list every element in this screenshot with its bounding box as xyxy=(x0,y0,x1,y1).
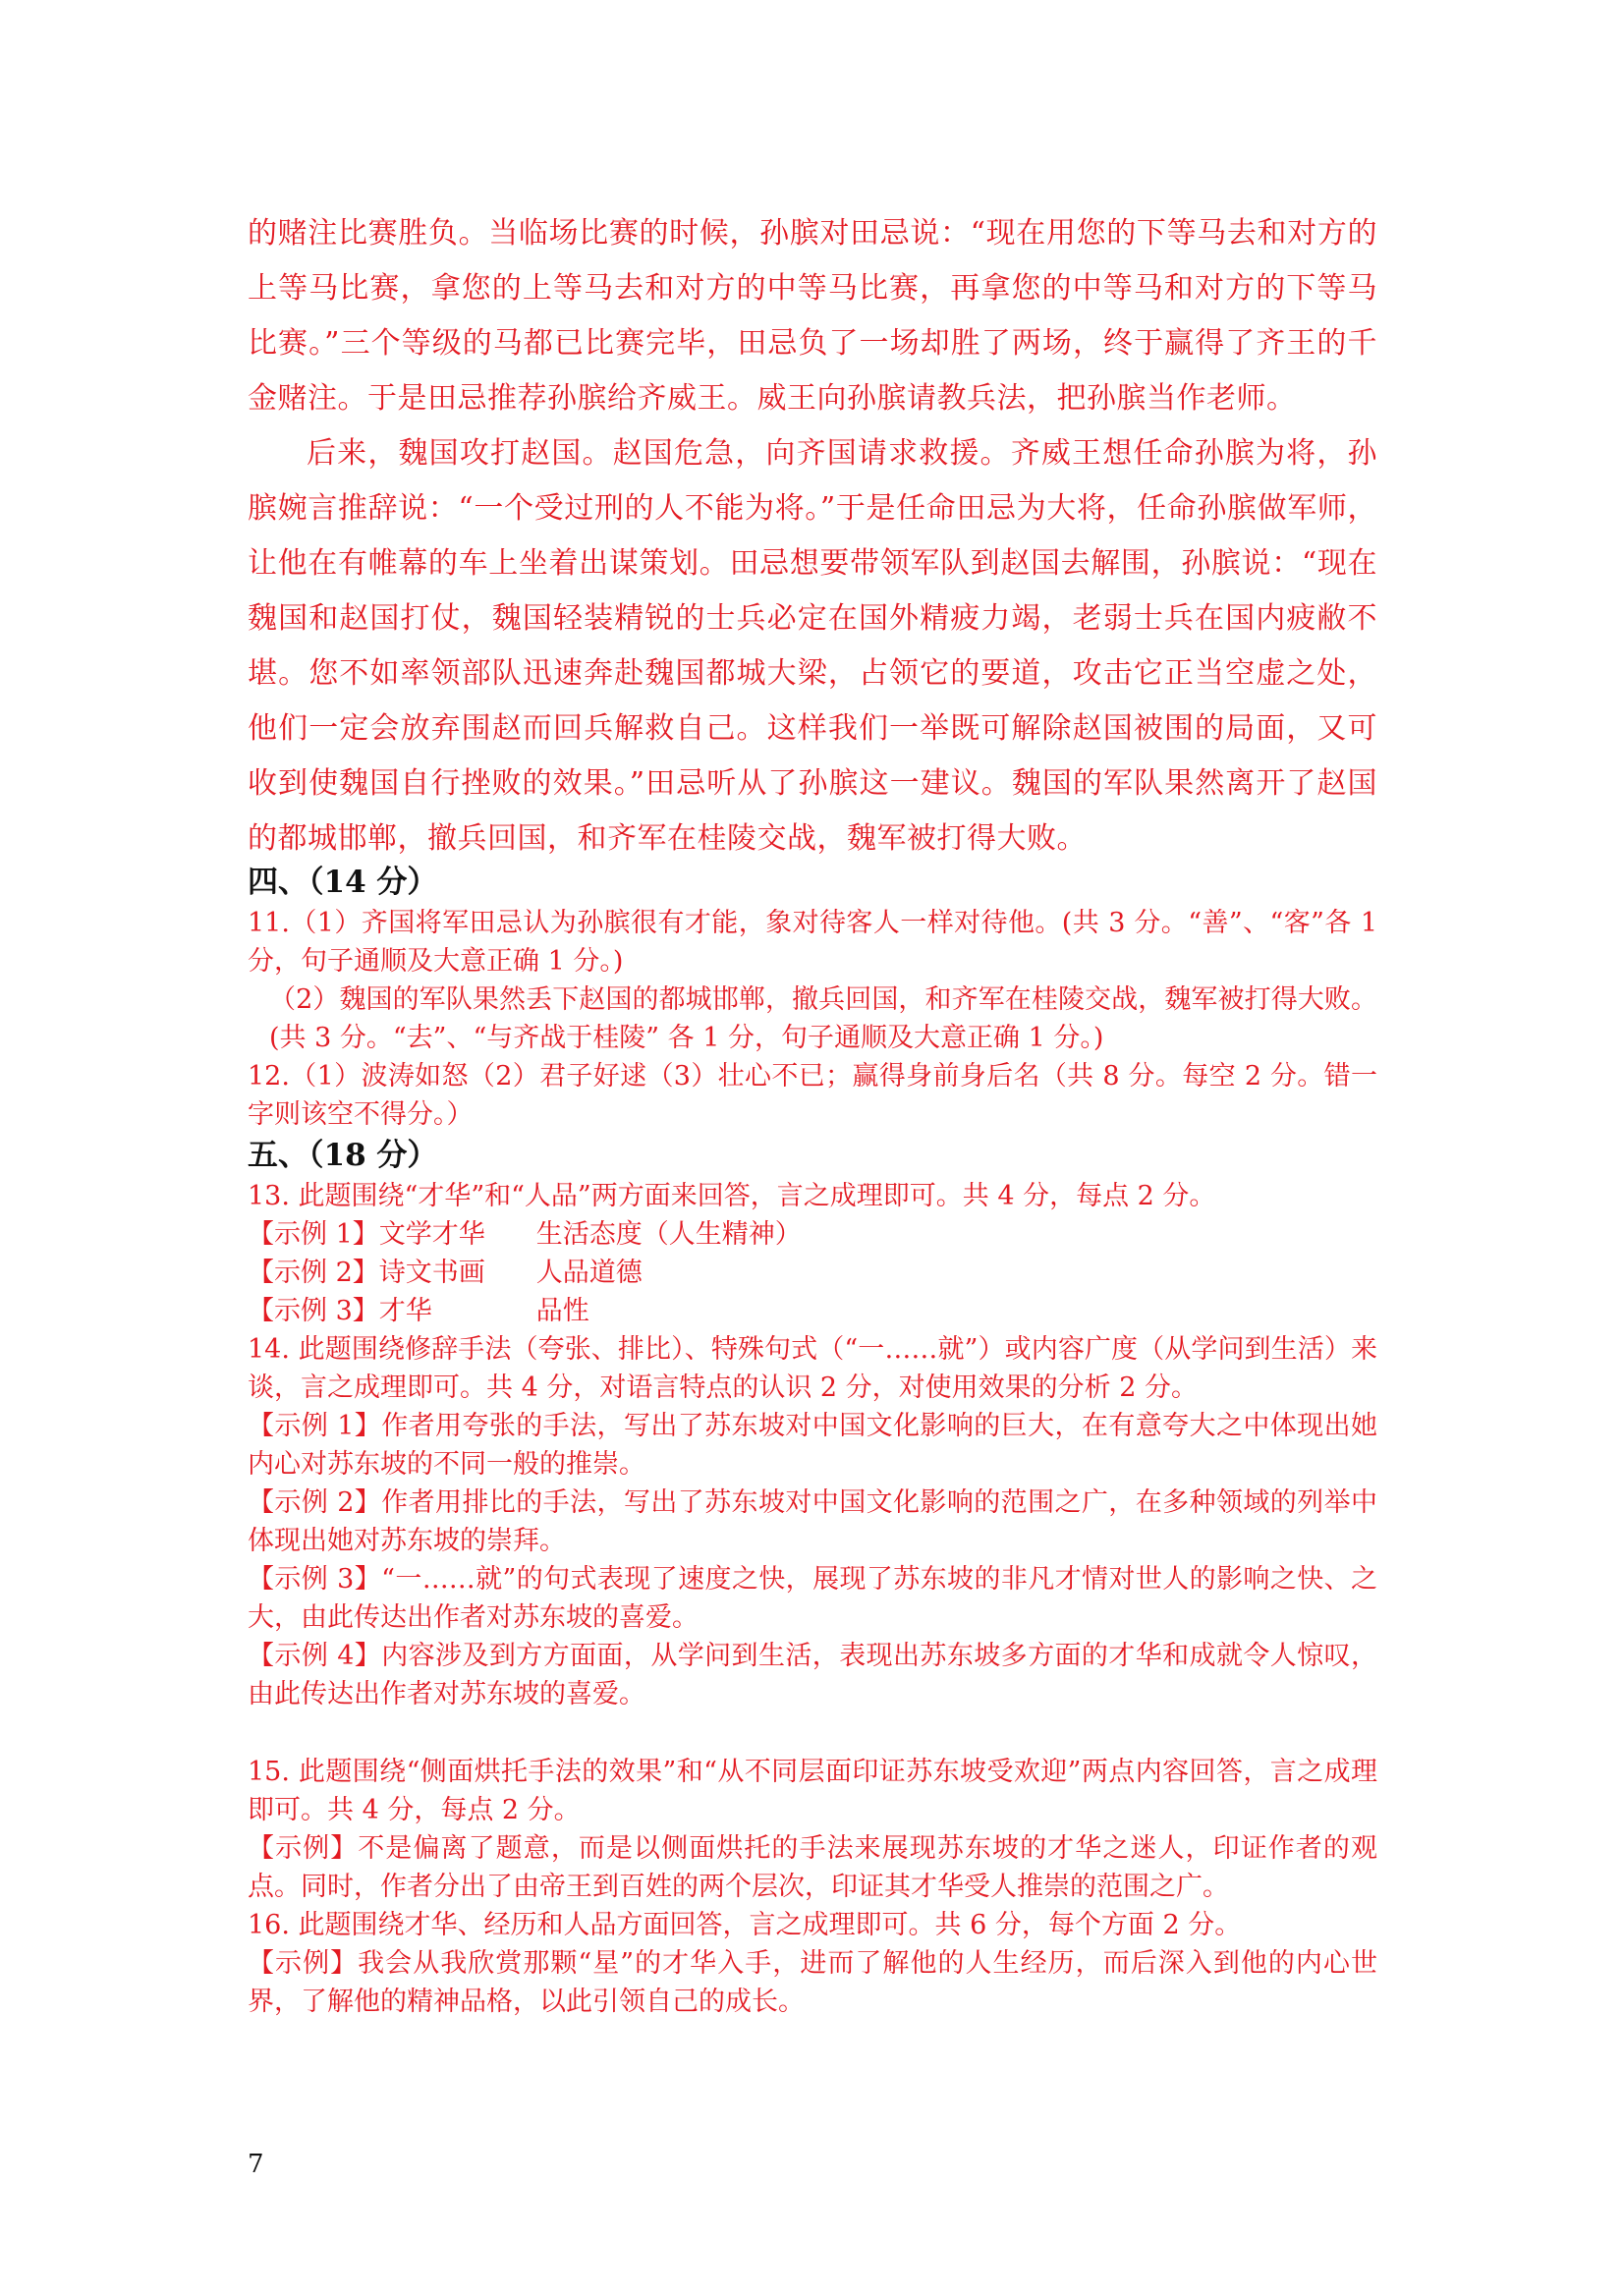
answer-key xyxy=(248,861,1377,2021)
example-point-a: 诗文书画 xyxy=(378,1258,485,1288)
answer-14-example-2: 【示例 2】作者用排比的手法，写出了苏东坡对中国文化影响的范围之广，在多种领域的列举中体现出她对苏东坡的崇拜。 xyxy=(248,1487,1377,1556)
answer-11-2: （2）魏国的军队果然丢下赵国的都城邯郸，撤兵回国，和齐军在桂陵交战，魏军被打得大败。(共 3 分。“去”、“与齐战于桂陵” 各 1 分，句子通顺及大意正确 1 分。) xyxy=(269,984,1377,1053)
page-number: 7 xyxy=(248,2150,264,2179)
example-point-b: 人品道德 xyxy=(535,1258,643,1288)
passage-paragraph-2: 后来，魏国攻打赵国。赵国危急，向齐国请求救援。齐威王想任命孙膑为将，孙膑婉言推辞说：“一个受过刑的人不能为将。”于是任命田忌为大将，任命孙膑做军师，让他在有帷幕的车上坐着出谋策划。田忌想要带领军队到赵国去解围，孙膑说：“现在魏国和赵国打仗，魏国轻装精锐的士兵必定在国外精疲力竭，老弱士兵在国内疲敝不堪。您不如率领部队迅速奔赴魏国都城大梁，占领它的要道，攻击它正当空虚之处，他们一定会放弃围赵而回兵解救自己。这样我们一举既可解除赵国被围的局面，又可收到使魏国自行挫败的效果。”田忌听从了孙膑这一建议。魏国的军队果然离开了赵国的都城邯郸，撤兵回国，和齐军在桂陵交战，魏军被打得大败。 xyxy=(248,436,1377,856)
answer-14-example-1: 【示例 1】作者用夸张的手法，写出了苏东坡对中国文化影响的巨大，在有意夸大之中体现出她内心对苏东坡的不同一般的推崇。 xyxy=(248,1411,1377,1480)
example-label: 【示例 2】 xyxy=(248,1258,379,1288)
section-4-heading: 四、（14 分） xyxy=(248,865,438,900)
example-point-a: 文学才华 xyxy=(378,1219,485,1250)
translation-passage xyxy=(248,206,1377,867)
answer-15-example: 【示例】不是偏离了题意，而是以侧面烘托的手法来展现苏东坡的才华之迷人，印证作者的观点。同时，作者分出了由帝王到百姓的两个层次，印证其才华受人推崇的范围之广。 xyxy=(248,1833,1377,1902)
answer-14-example-3: 【示例 3】“一……就”的句式表现了速度之快，展现了苏东坡的非凡才情对世人的影响之快、之大，由此传达出作者对苏东坡的喜爱。 xyxy=(248,1564,1377,1633)
example-point-b: 生活态度（人生精神） xyxy=(535,1219,802,1250)
answer-13-example-1 xyxy=(248,1215,1377,1254)
answer-11-1: 11.（1）齐国将军田忌认为孙膑很有才能，象对待客人一样对待他。(共 3 分。“善”、“客”各 1 分，句子通顺及大意正确 1 分。) xyxy=(248,908,1377,977)
section-5-heading: 五、（18 分） xyxy=(248,1138,438,1173)
passage-paragraph-1: 的赌注比赛胜负。当临场比赛的时候，孙膑对田忌说：“现在用您的下等马去和对方的上等马比赛，拿您的上等马去和对方的中等马比赛，再拿您的中等马和对方的下等马比赛。”三个等级的马都已比赛完毕，田忌负了一场却胜了两场，终于赢得了齐王的千金赌注。于是田忌推荐孙膑给齐威王。威王向孙膑请教兵法，把孙膑当作老师。 xyxy=(248,216,1377,416)
example-label: 【示例 3】 xyxy=(248,1296,379,1326)
answer-14-example-4: 【示例 4】内容涉及到方方面面，从学问到生活，表现出苏东坡多方面的才华和成就令人惊叹，由此传达出作者对苏东坡的喜爱。 xyxy=(248,1641,1377,1709)
spacer xyxy=(248,1713,1377,1753)
answer-13-example-3 xyxy=(248,1292,1377,1330)
answer-15: 15. 此题围绕“侧面烘托手法的效果”和“从不同层面印证苏东坡受欢迎”两点内容回答，言之成理即可。共 4 分，每点 2 分。 xyxy=(248,1757,1377,1825)
answer-16-example: 【示例】我会从我欣赏那颗“星”的才华入手，进而了解他的人生经历，而后深入到他的内心世界，了解他的精神品格，以此引领自己的成长。 xyxy=(248,1948,1377,2017)
example-point-a: 才华 xyxy=(378,1296,432,1326)
example-label: 【示例 1】 xyxy=(248,1219,379,1250)
example-point-b: 品性 xyxy=(535,1296,589,1326)
answer-13: 13. 此题围绕“才华”和“人品”两方面来回答，言之成理即可。共 4 分，每点 2 分。 xyxy=(248,1181,1216,1211)
answer-16: 16. 此题围绕才华、经历和人品方面回答，言之成理即可。共 6 分，每个方面 2 分。 xyxy=(248,1910,1242,1940)
answer-13-example-2 xyxy=(248,1254,1377,1292)
answer-12: 12.（1）波涛如怒（2）君子好逑（3）壮心不已；赢得身前身后名（共 8 分。每空 2 分。错一字则该空不得分。） xyxy=(248,1061,1377,1130)
answer-14: 14. 此题围绕修辞手法（夸张、排比）、特殊句式（“一……就”）或内容广度（从学问到生活）来谈，言之成理即可。共 4 分，对语言特点的认识 2 分，对使用效果的分析 2 分。 xyxy=(248,1334,1377,1403)
